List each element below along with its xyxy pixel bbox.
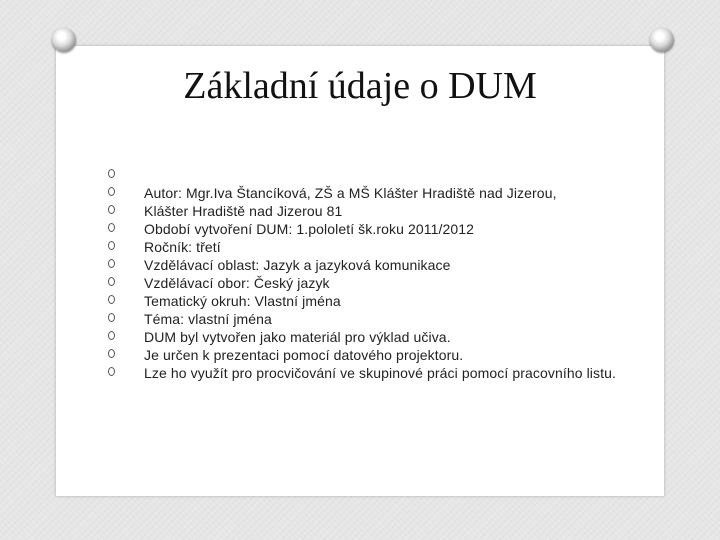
hollow-circle-bullet-icon — [108, 187, 115, 196]
list-item — [108, 328, 628, 346]
list-item-text: Je určen k prezentaci pomocí datového projektoru. — [144, 347, 464, 363]
list-item — [108, 256, 628, 274]
hollow-circle-bullet-icon — [108, 241, 115, 250]
bullet-list — [108, 166, 628, 382]
list-item-text: Klášter Hradiště nad Jizerou 81 — [144, 203, 343, 219]
slide-title: Základní údaje o DUM — [183, 65, 537, 107]
hollow-circle-bullet-icon — [108, 169, 115, 178]
list-item — [108, 292, 628, 310]
list-item-text: Autor: Mgr.Iva Štancíková, ZŠ a MŠ Klášter Hradiště nad Jizerou, — [144, 185, 557, 201]
list-item-text: DUM byl vytvořen jako materiál pro výklad učiva. — [144, 329, 451, 345]
hollow-circle-bullet-icon — [108, 277, 115, 286]
list-item-text: Vzdělávací oblast: Jazyk a jazyková komunikace — [144, 257, 451, 273]
list-item-text: Téma: vlastní jména — [144, 311, 272, 327]
hollow-circle-bullet-icon — [108, 367, 115, 376]
hollow-circle-bullet-icon — [108, 349, 115, 358]
list-item — [108, 364, 628, 382]
hollow-circle-bullet-icon — [108, 259, 115, 268]
hollow-circle-bullet-icon — [108, 223, 115, 232]
list-item-text: Ročník: třetí — [144, 239, 221, 255]
hollow-circle-bullet-icon — [108, 331, 115, 340]
list-item — [108, 274, 628, 292]
list-item — [108, 184, 628, 202]
hollow-circle-bullet-icon — [108, 313, 115, 322]
list-item-text: Období vytvoření DUM: 1.pololetí šk.roku 2011/2012 — [144, 221, 475, 237]
list-item — [108, 310, 628, 328]
pushpin-icon — [52, 28, 76, 52]
list-item-text: Lze ho využít pro procvičování ve skupinové práci pomocí pracovního listu. — [144, 365, 616, 381]
pushpin-icon — [650, 28, 674, 52]
hollow-circle-bullet-icon — [108, 295, 115, 304]
list-item-text: Tematický okruh: Vlastní jména — [144, 293, 341, 309]
hollow-circle-bullet-icon — [108, 205, 115, 214]
list-item-text: Vzdělávací obor: Český jazyk — [144, 275, 330, 291]
list-item — [108, 202, 628, 220]
list-item — [108, 346, 628, 364]
list-item — [108, 238, 628, 256]
list-item — [108, 220, 628, 238]
list-item — [108, 166, 628, 184]
